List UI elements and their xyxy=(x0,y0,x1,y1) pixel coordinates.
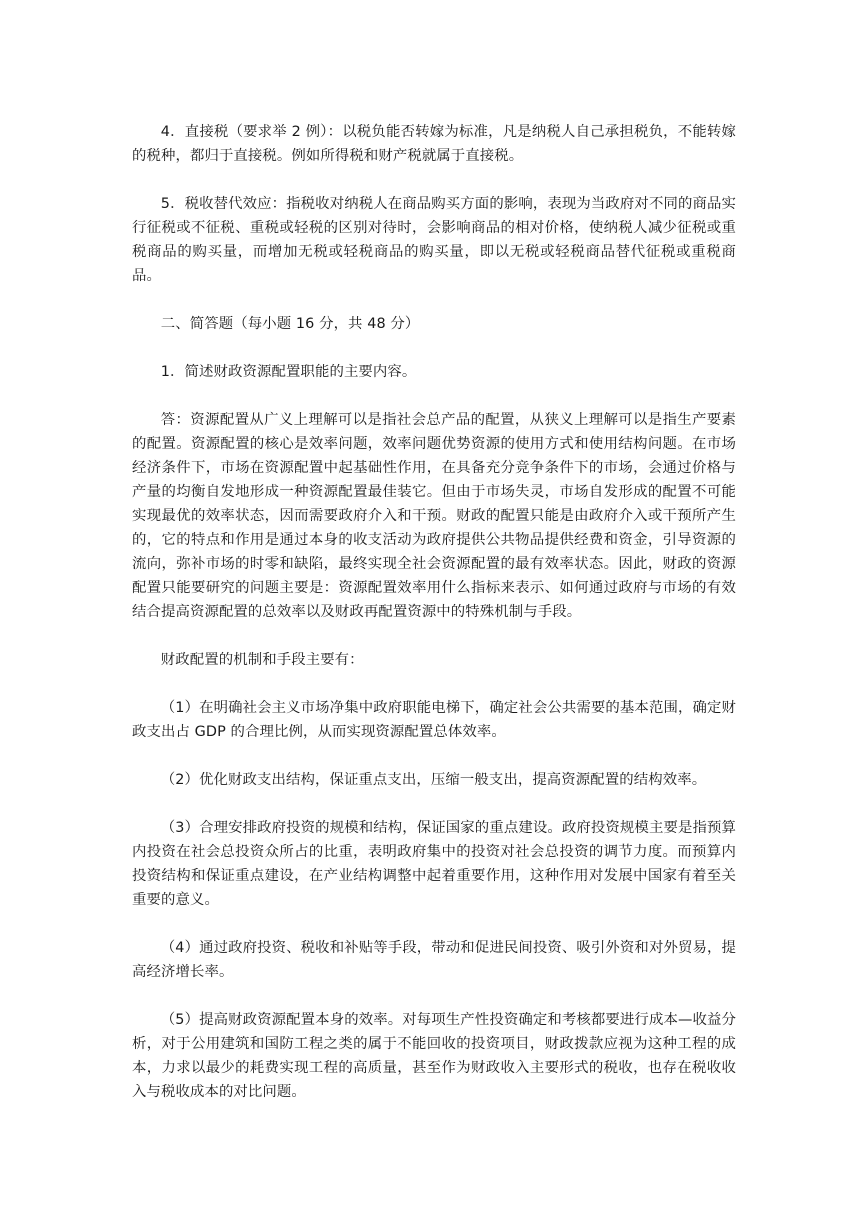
mechanism-item-1: （1）在明确社会主义市场净集中政府职能电梯下，确定社会公共需要的基本范围，确定财政支出占 GDP 的合理比例，从而实现资源配置总体效率。 xyxy=(132,700,736,740)
mechanisms-intro: 财政配置的机制和手段主要有： xyxy=(160,652,364,668)
definition-tax-substitution-effect: 5．税收替代效应：指税收对纳税人在商品购买方面的影响，表现为当政府对不同的商品实行征税或不征税、重税或轻税的区别对待时，会影响商品的相对价格，使纳税人减少征税或重税商品的购买量，而增加无税或轻税商品的购买量，即以无税或轻税商品替代征税或重税商品。 xyxy=(132,196,736,284)
definition-direct-tax: 4．直接税（要求举 2 例）：以税负能否转嫁为标准，凡是纳税人自己承担税负，不能转嫁的税种，都归于直接税。例如所得税和财产税就属于直接税。 xyxy=(132,124,736,164)
mechanism-item-2: （2）优化财政支出结构，保证重点支出，压缩一般支出，提高资源配置的结构效率。 xyxy=(160,772,707,788)
mechanism-item-5: （5）提高财政资源配置本身的效率。对每项生产性投资确定和考核都要进行成本—收益分析，对于公用建筑和国防工程之类的属于不能回收的投资项目，财政拨款应视为这种工程的成本，力求以最少的耗费实现工程的高质量，甚至作为财政收入主要形式的税收，也存在税收收入与税收成本的对比问题。 xyxy=(132,1012,736,1100)
answer-1: 答：资源配置从广义上理解可以是指社会总产品的配置，从狭义上理解可以是指生产要素的配置。资源配置的核心是效率问题，效率问题优势资源的使用方式和使用结构问题。在市场经济条件下，市场在资源配置中起基础性作用，在具备充分竞争条件下的市场，会通过价格与产量的均衡自发地形成一种资源配置最佳装它。但由于市场失灵，市场自发形成的配置不可能实现最优的效率状态，因而需要政府介入和干预。财政的配置只能是由政府介入或干预所产生的，它的特点和作用是通过本身的收支活动为政府提供公共物品提供经费和资金，引导资源的流向，弥补市场的时零和缺陷，最终实现全社会资源配置的最有效率状态。因此，财政的资源配置只能要研究的问题主要是：资源配置效率用什么指标来表示、如何通过政府与市场的有效结合提高资源配置的总效率以及财政再配置资源中的特殊机制与手段。 xyxy=(132,412,736,620)
section-heading-short-answer: 二、简答题（每小题 16 分，共 48 分） xyxy=(160,316,420,332)
question-1: 1．简述财政资源配置职能的主要内容。 xyxy=(160,364,417,380)
document-page xyxy=(132,120,736,1104)
mechanism-item-4: （4）通过政府投资、税收和补贴等手段，带动和促进民间投资、吸引外资和对外贸易，提高经济增长率。 xyxy=(132,940,736,980)
mechanism-item-3: （3）合理安排政府投资的规模和结构，保证国家的重点建设。政府投资规模主要是指预算内投资在社会总投资众所占的比重，表明政府集中的投资对社会总投资的调节力度。而预算内投资结构和保证重点建设，在产业结构调整中起着重要作用，这种作用对发展中国家有着至关重要的意义。 xyxy=(132,820,736,908)
